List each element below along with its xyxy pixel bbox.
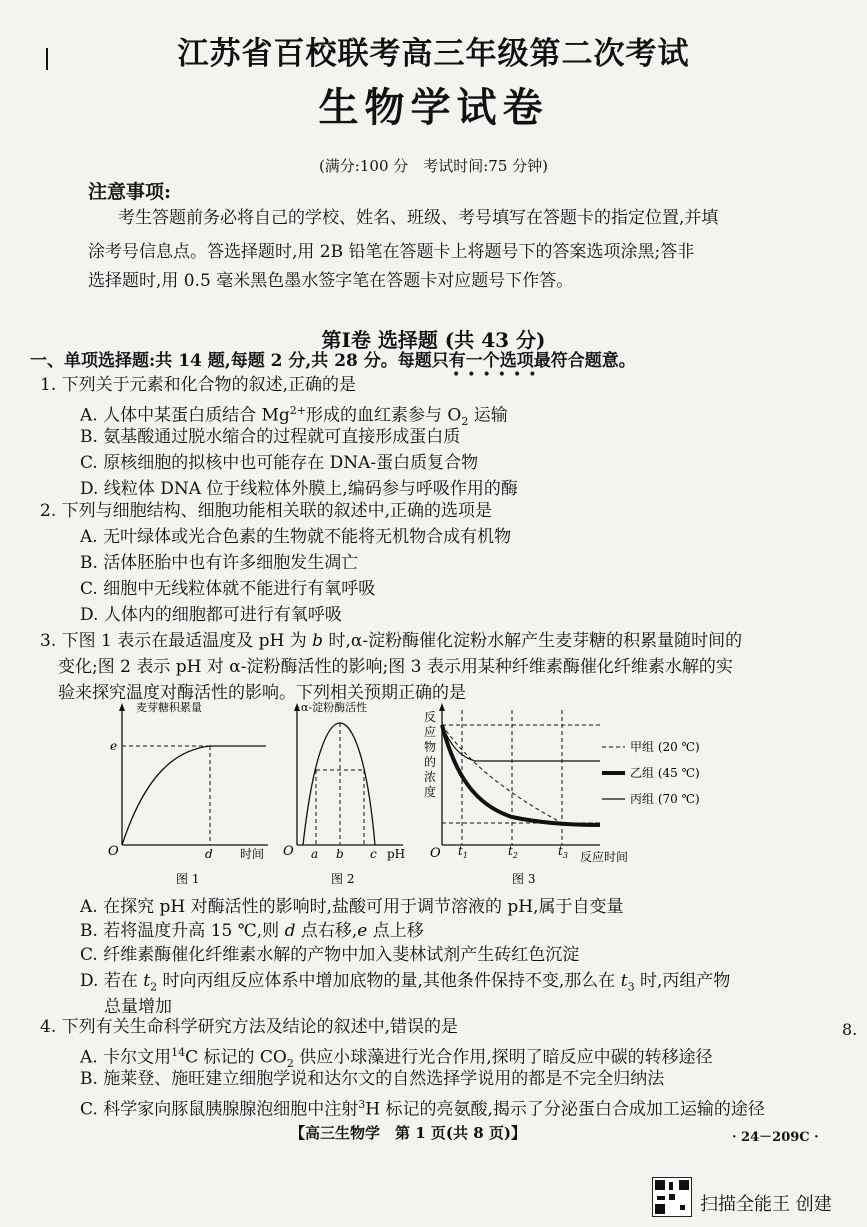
- q1-option-b: B. 氨基酸通过脱水缩合的过程就可直接形成蛋白质: [80, 427, 461, 447]
- fig3-ylabel-2: 应: [424, 725, 437, 739]
- q1-option-d: D. 线粒体 DNA 位于线粒体外膜上,编码参与呼吸作用的酶: [80, 479, 518, 499]
- fig3-caption: 图 3: [512, 872, 536, 886]
- notice-line-3: 选择题时,用 0.5 毫米黑色墨水签字笔在答题卡对应题号下作答。: [88, 271, 574, 291]
- notice-line-2: 涂考号信息点。答选择题时,用 2B 铅笔在答题卡上将题号下的答案选项涂黑;答非: [88, 242, 695, 262]
- fig3-t2-label: $t_2$: [508, 844, 518, 860]
- exam-title: 江苏省百校联考高三年级第二次考试: [177, 36, 690, 72]
- fig3-ylabel-3: 物: [424, 740, 437, 754]
- exam-code: · 24－209C ·: [732, 1130, 819, 1145]
- fig1-xlabel: 时间: [240, 847, 265, 861]
- fig3-ylabel-5: 浓: [424, 770, 437, 784]
- fig3-ylabel-4: 的: [424, 755, 437, 769]
- q3-stem-line-3: 验来探究温度对酶活性的影响。下列相关预期正确的是: [58, 683, 466, 703]
- notice-heading: 注意事项:: [88, 181, 172, 203]
- fig3-legend-yi: 乙组 (45 ℃): [630, 766, 700, 780]
- q4-option-c: C. 科学家向豚鼠胰腺腺泡细胞中注射$^3$H 标记的亮氨酸,揭示了分泌蛋白合成加工运输的途径: [80, 1098, 765, 1120]
- fig2-origin: O: [283, 844, 294, 859]
- fig1-d-label: d: [205, 847, 213, 861]
- subject-title: 生物学试卷: [318, 84, 549, 131]
- fig3-t1-label: $t_1$: [458, 844, 468, 860]
- q3-option-c: C. 纤维素酶催化纤维素水解的产物中加入斐林试剂产生砖红色沉淀: [80, 945, 580, 965]
- fig1-caption: 图 1: [176, 872, 200, 886]
- q2-option-b: B. 活体胚胎中也有许多细胞发生凋亡: [80, 553, 359, 573]
- fig3-xlabel: 反应时间: [580, 850, 629, 864]
- q3-option-a: A. 在探究 pH 对酶活性的影响时,盐酸可用于调节溶液的 pH,属于自变量: [80, 897, 624, 917]
- q2-option-d: D. 人体内的细胞都可进行有氧呼吸: [80, 605, 342, 625]
- fig3-legend-jia: 甲组 (20 ℃): [630, 740, 700, 754]
- q4-option-a: A. 卡尔文用$^{14}$C 标记的 $CO_2$ 供应小球藻进行光合作用,探明了暗反应中碳的转移途径: [80, 1046, 713, 1071]
- fig1-e-label: e: [110, 739, 118, 753]
- q3-option-b: B. 若将温度升高 15 ℃,则 d 点右移,e 点上移: [80, 921, 424, 941]
- q2-option-a: A. 无叶绿体或光合色素的生物就不能将无机物合成有机物: [80, 527, 512, 547]
- part1-instructions: 一、单项选择题:共 14 题,每题 2 分,共 28 分。每题只有一个选项最符合题意。: [30, 351, 636, 371]
- q1-option-c: C. 原核细胞的拟核中也可能存在 DNA-蛋白质复合物: [80, 453, 479, 473]
- fig3-t3-label: $t_3$: [558, 844, 568, 860]
- page-footer: 【高三生物学 第 1 页(共 8 页)】: [290, 1124, 526, 1142]
- notice-line-1: 考生答题前务必将自己的学校、姓名、班级、考号填写在答题卡的指定位置,并填: [118, 208, 719, 228]
- q3-option-d: D. 若在 $t_2$ 时向丙组反应体系中增加底物的量,其他条件保持不变,那么在 $t_3$ 时,丙组产物: [80, 971, 731, 994]
- q4-stem: 4. 下列有关生命科学研究方法及结论的叙述中,错误的是: [40, 1017, 459, 1037]
- emphasis-dots: ••••••: [452, 367, 544, 383]
- fig2-ylabel: α-淀粉酶活性: [301, 701, 368, 714]
- fig1-ylabel: 麦芽糖积累量: [136, 701, 202, 714]
- edge-question-number: 8.: [842, 1020, 858, 1039]
- fig1-origin: O: [108, 844, 119, 859]
- fig3-ylabel-1: 反: [424, 710, 437, 724]
- q3-option-d-cont: 总量增加: [104, 997, 172, 1017]
- fig3-origin: O: [430, 846, 441, 861]
- q3-stem-line-1: 3. 下图 1 表示在最适温度及 pH 为 b 时,α-淀粉酶催化淀粉水解产生麦芽糖的积累量随时间的: [40, 631, 743, 651]
- section-title: 第Ⅰ卷 选择题 (共 43 分): [321, 328, 546, 352]
- fig3-legend-bing: 丙组 (70 ℃): [630, 792, 700, 806]
- q2-stem: 2. 下列与细胞结构、细胞功能相关联的叙述中,正确的选项是: [40, 501, 493, 521]
- fig2-caption: 图 2: [331, 872, 355, 886]
- fig2-xlabel: pH: [387, 847, 406, 861]
- q1-stem: 1. 下列关于元素和化合物的叙述,正确的是: [40, 375, 357, 395]
- figure-2: [283, 695, 408, 890]
- fig2-a-label: a: [311, 847, 319, 861]
- figure-3: [420, 695, 720, 890]
- exam-meta: (满分:100 分 考试时间:75 分钟): [318, 157, 549, 175]
- figure-1: [100, 695, 275, 890]
- q4-option-b: B. 施莱登、施旺建立细胞学说和达尔文的自然选择学说用的都是不完全归纳法: [80, 1069, 665, 1089]
- q1-option-a: A. 人体中某蛋白质结合 $Mg^{2+}$形成的血红素参与 $O_2$ 运输: [80, 404, 508, 429]
- fig2-b-label: b: [336, 847, 344, 861]
- q3-stem-line-2: 变化;图 2 表示 pH 对 α-淀粉酶活性的影响;图 3 表示用某种纤维素酶催化纤维素水解的实: [58, 657, 733, 677]
- qr-code-icon: [652, 1177, 692, 1217]
- fig3-ylabel-6: 度: [424, 785, 437, 799]
- q2-option-c: C. 细胞中无线粒体就不能进行有氧呼吸: [80, 579, 376, 599]
- fig2-c-label: c: [370, 847, 377, 861]
- scanner-watermark: 扫描全能王 创建: [700, 1194, 832, 1215]
